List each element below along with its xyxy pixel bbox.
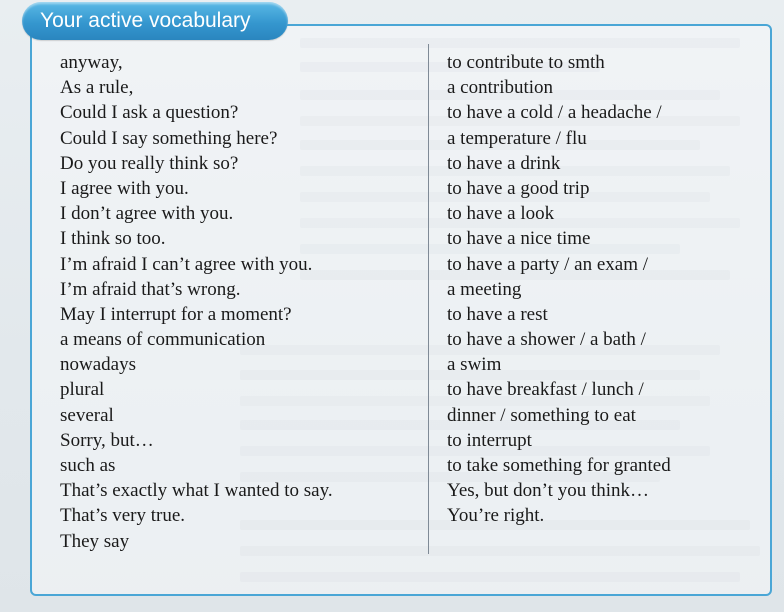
column-divider xyxy=(428,44,429,554)
vocabulary-item: such as xyxy=(60,455,116,476)
vocabulary-item: I’m afraid I can’t agree with you. xyxy=(60,253,313,275)
vocabulary-item: I don’t agree with you. xyxy=(60,203,234,225)
vocabulary-item: nowadays xyxy=(60,354,136,376)
vocabulary-item: You’re right. xyxy=(447,505,545,527)
vocabulary-item: to have a rest xyxy=(447,303,548,325)
vocabulary-item: Do you really think so? xyxy=(60,152,239,174)
right-vocabulary-list xyxy=(447,50,671,529)
vocabulary-item: Yes, but don’t you think… xyxy=(447,480,649,502)
vocabulary-item: to contribute to smth xyxy=(447,52,605,73)
vocabulary-item: That’s exactly what I wanted to say. xyxy=(60,480,333,502)
vocabulary-item: to have a shower / a bath / xyxy=(447,329,646,351)
vocabulary-item: to have a drink xyxy=(447,152,561,174)
vocabulary-item: Could I ask a question? xyxy=(60,102,239,124)
vocabulary-item: Could I say something here? xyxy=(60,127,278,149)
vocabulary-item: I agree with you. xyxy=(60,177,189,199)
vocabulary-item: to have a nice time xyxy=(447,228,591,250)
vocabulary-item: to have a cold / a headache / xyxy=(447,102,662,124)
vocabulary-item: That’s very true. xyxy=(60,505,186,527)
vocabulary-item: a temperature / flu xyxy=(447,127,587,149)
vocabulary-item: Sorry, but… xyxy=(60,429,154,451)
vocabulary-item: As a rule, xyxy=(60,77,134,99)
vocabulary-item: They say xyxy=(60,530,130,552)
vocabulary-heading: Your active vocabulary xyxy=(22,2,288,40)
vocabulary-item: plural xyxy=(60,379,105,401)
vocabulary-item: a swim xyxy=(447,354,502,376)
vocabulary-item: to take something for granted xyxy=(447,455,671,476)
vocabulary-item: several xyxy=(60,404,114,426)
vocabulary-item: to have a party / an exam / xyxy=(447,253,649,275)
vocabulary-item: a means of communication xyxy=(60,329,266,351)
vocabulary-item: to have breakfast / lunch / xyxy=(447,379,644,401)
vocabulary-item: dinner / something to eat xyxy=(447,404,636,426)
vocabulary-item: anyway, xyxy=(60,52,123,73)
vocabulary-item: a meeting xyxy=(447,278,522,300)
vocabulary-item: to interrupt xyxy=(447,429,532,451)
vocabulary-item: I’m afraid that’s wrong. xyxy=(60,278,241,300)
left-vocabulary-list xyxy=(60,50,333,554)
vocabulary-item: a contribution xyxy=(447,77,554,99)
vocabulary-item: to have a good trip xyxy=(447,177,590,199)
vocabulary-item: I think so too. xyxy=(60,228,166,250)
vocabulary-item: to have a look xyxy=(447,203,555,225)
vocabulary-item: May I interrupt for a moment? xyxy=(60,303,292,325)
